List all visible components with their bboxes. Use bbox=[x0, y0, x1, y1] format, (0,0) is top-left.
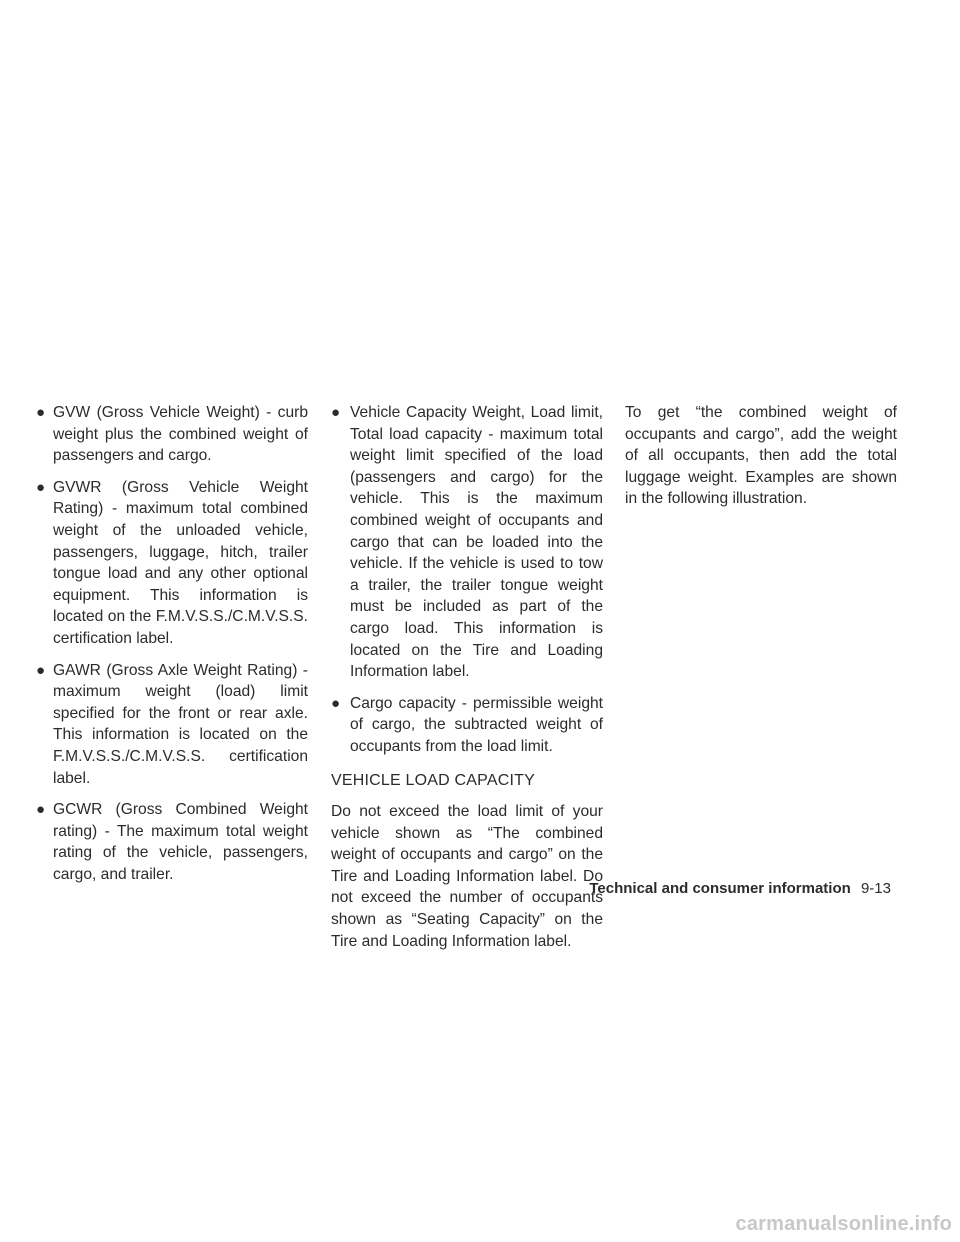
list-item-text: GAWR (Gross Axle Weight Rating) - maximum weight (load) limit specified for the front or rear axle. This information is located on the F.M.V.S.S./C.M.V.S.S. certification label. bbox=[53, 661, 308, 787]
definition-list bbox=[36, 402, 308, 885]
list-item-gvwr bbox=[36, 477, 308, 650]
watermark: carmanualsonline.info bbox=[735, 1213, 952, 1235]
list-item-text: Vehicle Capacity Weight, Load limit, Total load capacity - maximum total weight limit specified of the load (passengers and cargo) for the vehicle. This is the maximum combined weight of occupants and cargo that can be loaded into the vehicle. If the vehicle is used to tow a trailer, the trailer tongue weight must be included as part of the cargo load. This information is located on the Tire and Loading Information label. bbox=[350, 404, 603, 681]
bullet-icon: ● bbox=[36, 661, 46, 679]
bullet-icon: ● bbox=[36, 478, 46, 496]
section-heading: VEHICLE LOAD CAPACITY bbox=[331, 771, 535, 789]
list-item-gvw bbox=[36, 402, 308, 467]
middle-column bbox=[331, 402, 603, 952]
body-paragraph: To get “the combined weight of occupants and cargo”, add the weight of all occupants, then add the total luggage weight. Examples are shown in the following illustration. bbox=[625, 404, 897, 508]
list-item-text: GVW (Gross Vehicle Weight) - curb weight plus the combined weight of passengers and cargo. bbox=[53, 404, 308, 465]
list-item-text: GVWR (Gross Vehicle Weight Rating) - maximum total combined weight of the unloaded vehicle, passengers, luggage, hitch, trailer tongue load and any other optional equipment. This information is located on the F.M.V.S.S./C.M.V.S.S. certification label. bbox=[53, 478, 308, 647]
body-paragraph: Do not exceed the load limit of your vehicle shown as “The combined weight of occupants and cargo” on the Tire and Loading Information label. Do not exceed the number of occupants shown as “Seating Capacity” on the Tire and Loading Information label. bbox=[331, 803, 603, 950]
list-item-text: Cargo capacity - permissible weight of cargo, the subtracted weight of occupants from the load limit. bbox=[350, 694, 603, 755]
list-item-gawr bbox=[36, 660, 308, 790]
footer-section-title: Technical and consumer information bbox=[589, 880, 851, 897]
left-column bbox=[36, 402, 308, 895]
definition-list bbox=[331, 402, 603, 758]
list-item-text: GCWR (Gross Combined Weight rating) - The maximum total weight rating of the vehicle, passengers, cargo, and trailer. bbox=[53, 801, 308, 883]
bullet-icon: ● bbox=[36, 801, 46, 819]
bullet-icon: ● bbox=[331, 404, 341, 421]
page-number: 9-13 bbox=[860, 880, 891, 897]
page-footer bbox=[589, 880, 891, 897]
bullet-icon: ● bbox=[331, 694, 341, 712]
list-item-gcwr bbox=[36, 799, 308, 885]
right-column bbox=[625, 402, 897, 510]
bullet-icon: ● bbox=[36, 404, 46, 421]
list-item-vehicle-capacity bbox=[331, 402, 603, 683]
list-item-cargo-capacity bbox=[331, 693, 603, 758]
